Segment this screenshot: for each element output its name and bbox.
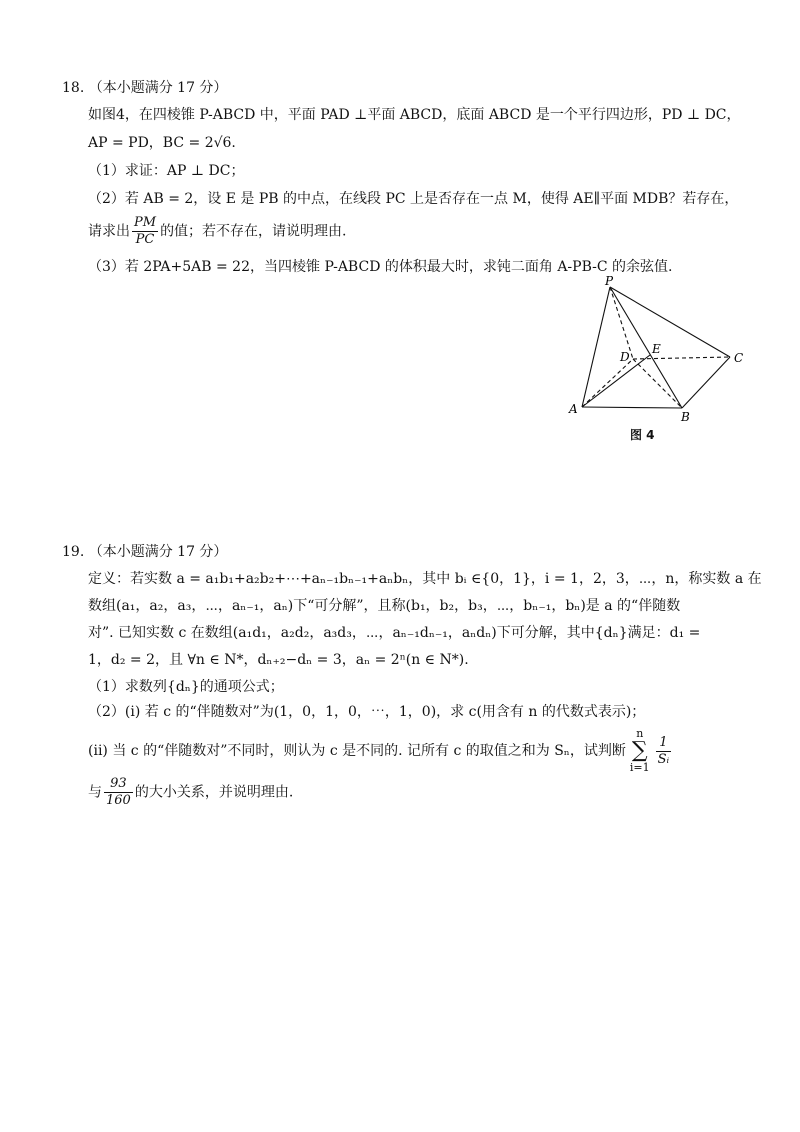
- q18-part1: （1）求证：AP ⊥ DC；: [88, 163, 245, 179]
- q19-definition-line3: 对”. 已知实数 c 在数组(a₁d₁，a₂d₂，a₃d₃，⋯，aₙ₋₁dₙ₋₁，aₙdₙ)下可分解，其中{dₙ}满足：d₁ =: [88, 625, 701, 641]
- sigma-symbol: ∑: [631, 738, 648, 763]
- fraction-denominator: 160: [106, 793, 131, 808]
- q18-header: 18. （本小题满分 17 分）: [62, 80, 228, 96]
- q18-part2-pre: 请求出: [88, 223, 130, 240]
- q19-part2-ii-text: (ii) 当 c 的“伴随数对”不同时，则认为 c 是不同的. 记所有 c 的取值之和为 Sₙ，试判断: [88, 743, 626, 759]
- q18-part2-post: 的值；若不存在，请说明理由.: [160, 223, 347, 240]
- summation: [630, 728, 650, 774]
- fraction-numerator: 1: [656, 735, 672, 752]
- q19-definition-line2: 数组(a₁，a₂，a₃，⋯，aₙ₋₁，aₙ)下“可分解”，且称(b₁，b₂，b₃，⋯，bₙ₋₁，bₙ)是 a 的“伴随数: [88, 598, 681, 614]
- pyramid-figure: [565, 275, 755, 425]
- q19-definition-line4: 1，d₂ = 2，且 ∀n ∈ N*，dₙ₊₂−dₙ = 3，aₙ = 2ⁿ(n ∈ N*).: [88, 652, 469, 668]
- vertex-label-C: C: [734, 351, 744, 365]
- q18-part2-line1: （2）若 AB = 2，设 E 是 PB 的中点，在线段 PC 上是否存在一点 M，使得 AE∥平面 MDB？若存在，: [88, 191, 739, 207]
- q19-part2-ii: [88, 728, 673, 774]
- vertex-label-P: P: [605, 275, 614, 288]
- fraction-denominator: Sᵢ: [657, 751, 670, 767]
- q19-part2-i: （2）(i) 若 c 的“伴随数对”为(1，0，1，0，⋯，1，0)，求 c(用含有 n 的代数式表示)；: [88, 704, 646, 720]
- figure-caption: 图 4: [630, 428, 655, 442]
- fraction-numerator: PM: [134, 215, 157, 230]
- q18-stem-line1: 如图4，在四棱锥 P-ABCD 中，平面 PAD ⊥平面 ABCD，底面 ABCD 是一个平行四边形，PD ⊥ DC，: [88, 107, 741, 123]
- fraction-numerator: 93: [104, 776, 133, 793]
- fraction-denominator: PC: [135, 232, 155, 247]
- pm-over-pc-fraction: [132, 215, 158, 248]
- vertex-label-A: A: [569, 402, 578, 416]
- q19-last-pre: 与: [88, 784, 102, 801]
- one-over-s-fraction: [656, 735, 672, 768]
- q18-stem-line2: AP = PD，BC = 2√6.: [88, 135, 236, 151]
- sum-upper-limit: n: [636, 727, 644, 740]
- edge-PC: [610, 287, 730, 357]
- sum-lower-limit: i=1: [629, 761, 650, 774]
- q19-part1: （1）求数列{dₙ}的通项公式；: [88, 679, 284, 695]
- ninety-three-over-160-fraction: [104, 776, 133, 809]
- edge-AB: [582, 407, 682, 408]
- q18-part3: （3）若 2PA+5AB = 22，当四棱锥 P-ABCD 的体积最大时，求钝二面角 A-PB-C 的余弦值.: [88, 259, 673, 275]
- q19-header: 19. （本小题满分 17 分）: [62, 544, 228, 560]
- edge-AD-hidden: [582, 359, 633, 407]
- vertex-label-E: E: [652, 342, 661, 356]
- q19-last-post: 的大小关系，并说明理由.: [134, 784, 294, 801]
- edge-PB: [610, 287, 682, 408]
- q19-last-line: [88, 776, 293, 809]
- vertex-label-D: D: [620, 350, 630, 364]
- q19-definition-line1: 定义：若实数 a = a₁b₁+a₂b₂+⋯+aₙ₋₁bₙ₋₁+aₙbₙ，其中 bᵢ ∈{0，1}，i = 1，2，3，⋯，n，称实数 a 在: [88, 571, 762, 587]
- vertex-label-B: B: [681, 410, 690, 424]
- q18-part2-line2: [88, 215, 347, 248]
- edge-BC: [682, 357, 730, 408]
